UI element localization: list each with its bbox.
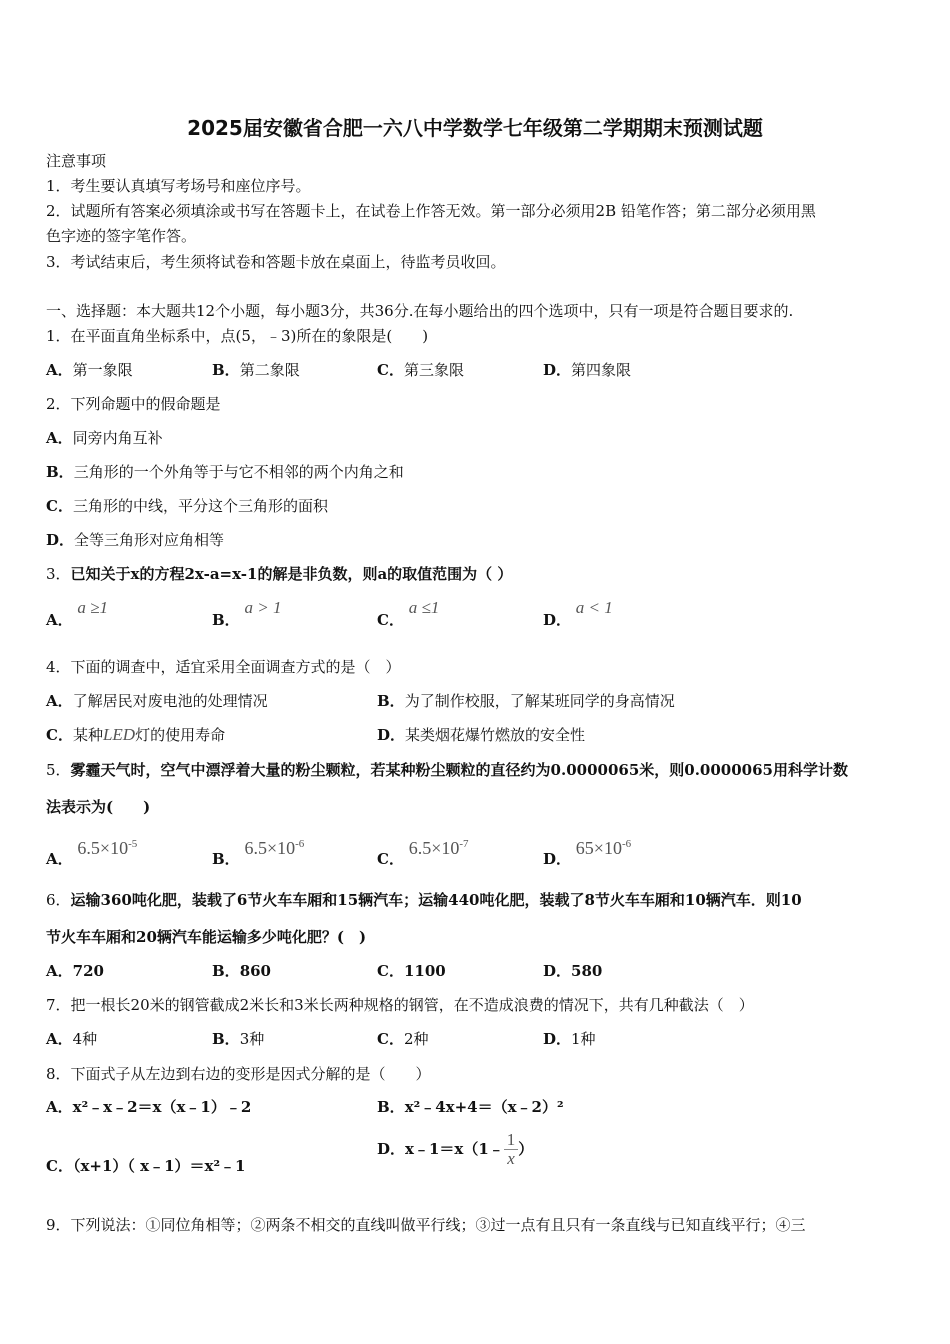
option-text: ） [518,1140,534,1158]
question-text: 下列命题中的假命题是 [70,395,221,413]
option-text: 三角形的中线，平分这个三角形的面积 [72,497,328,515]
question-5-cont: 法表示为( ) [46,798,151,816]
option-text: 第四象限 [571,361,632,379]
led-text: LED [102,725,136,744]
option-c [46,496,328,516]
question-number: 8． [46,1065,71,1083]
option-text: 720 [72,962,104,980]
option-text: 第一象限 [72,361,133,379]
option-c [377,838,469,869]
option-b [212,598,282,630]
question-8 [46,1064,910,1084]
option-c [377,598,440,630]
question-number: 3． [46,565,71,583]
option-label: C． [377,962,404,980]
page-title: 2025届安徽省合肥一六八中学数学七年级第二学期期末预测试题 [187,116,763,140]
option-c [377,1029,429,1049]
option-text: 某类烟花爆竹燃放的安全性 [405,726,586,744]
option-d [543,1029,596,1049]
option-label: C． [377,611,404,629]
question-text: 运输360吨化肥，装载了6节火车车厢和15辆汽车；运输440吨化肥，装载了8节火车车厢和10辆汽车．则10 [70,891,802,909]
option-math: a < 1 [575,598,613,617]
option-label: A． [46,429,73,447]
section-heading: 一、选择题：本大题共12个小题，每小题3分，共36分.在每小题给出的四个选项中，只有一项是符合题目要求的. [46,302,794,320]
option-a [46,1029,97,1049]
sci-base: 6.5×10 [408,838,460,858]
option-b [212,360,300,380]
question-5 [46,760,910,780]
question-text: 已知关于x的方程2x-a=x-1的解是非负数，则a的取值范围为（ ） [70,565,513,583]
question-text: 下面式子从左边到右边的变形是因式分解的是（ ） [70,1065,431,1083]
option-b [46,462,404,482]
option-label: A． [46,361,73,379]
sci-base: 6.5×10 [77,838,129,858]
option-d [543,961,602,981]
option-a [46,961,104,981]
option-text: 某种 [72,726,103,744]
option-text: 1100 [403,962,446,980]
option-label: D． [543,1030,572,1048]
option-label: B． [212,1030,240,1048]
option-text: 3种 [239,1030,265,1048]
option-text: 三角形的一个外角等于与它不相邻的两个内角之和 [73,463,404,481]
question-4 [46,657,910,677]
option-label: D． [543,361,572,379]
option-math: a ≥1 [77,598,109,617]
question-text: 下列说法：①同位角相等；②两条不相交的直线叫做平行线；③过一点有且只有一条直线与已知直线平行；④三 [70,1216,806,1234]
option-text: 第二象限 [239,361,300,379]
sci-exponent: -7 [459,838,469,850]
option-text: x²﹣x﹣2＝x（x﹣1）﹣2 [72,1098,252,1116]
question-text: 雾霾天气时，空气中漂浮着大量的粉尘颗粒，若某种粉尘颗粒的直径约为0.0000065米，则0.0000065用科学计数 [70,761,848,779]
option-text: （x+1）（ x﹣1）＝x²﹣1 [72,1157,246,1175]
option-b [212,961,271,981]
option-text: 1种 [571,1030,596,1048]
option-label: D． [46,531,75,549]
option-d [543,360,631,380]
option-label: B． [377,1098,405,1116]
option-text: 同旁内角互补 [72,429,163,447]
option-c [377,360,464,380]
option-label: A． [46,692,73,710]
option-text: x﹣1＝x（1﹣ [405,1140,504,1158]
option-b [377,691,675,711]
option-a [46,428,163,448]
option-math [409,838,469,858]
question-text: 把一根长20米的钢管截成2米长和3米长两种规格的钢管，在不造成浪费的情况下，共有几种截法（ ） [70,996,754,1014]
question-number: 6． [46,891,71,909]
option-label: C． [46,726,73,744]
option-b [212,838,305,869]
option-label: B． [377,692,405,710]
option-label: C． [377,361,404,379]
fraction-numerator: 1 [504,1131,519,1150]
question-number: 4． [46,658,71,676]
sci-exponent: -6 [621,838,632,850]
fraction-denominator: x [507,1148,515,1168]
option-math [576,838,631,858]
option-label: B． [212,361,240,379]
sci-base: 65×10 [575,838,622,858]
question-number: 1． [46,327,71,345]
question-6 [46,890,910,910]
question-number: 5． [46,761,71,779]
option-label: C． [377,1030,404,1048]
option-d [543,838,632,869]
notice-heading: 注意事项 [46,152,107,170]
option-c [377,961,446,981]
option-label: B． [212,611,240,629]
option-b [212,1029,264,1049]
option-label: D． [377,726,406,744]
option-label: D． [543,611,572,629]
option-text: 为了制作校服，了解某班同学的身高情况 [404,692,675,710]
question-text: 下面的调查中，适宜采用全面调查方式的是（ ） [70,658,401,676]
option-c [46,1156,245,1176]
option-label: B． [212,850,240,868]
question-6-cont: 节火车车厢和20辆汽车能运输多少吨化肥？( ) [46,928,367,946]
fraction [504,1131,519,1168]
option-d [543,598,613,630]
option-b [377,1097,564,1117]
option-math [244,838,304,858]
option-a [46,360,133,380]
option-text: 了解居民对废电池的处理情况 [72,692,268,710]
option-label: C． [46,1157,73,1175]
option-label: D． [543,962,572,980]
option-label: B． [46,463,74,481]
option-d [46,530,224,550]
notice-item: 3．考试结束后，考生须将试卷和答题卡放在桌面上，待监考员收回。 [46,253,506,271]
question-text: 在平面直角坐标系中，点(5，﹣3)所在的象限是( ) [70,327,429,345]
option-label: A． [46,611,73,629]
notice-item: 1．考生要认真填写考场号和座位序号。 [46,177,311,195]
option-label: D． [543,850,572,868]
option-math: a ≤1 [408,598,440,617]
option-text: 580 [571,962,603,980]
option-text: 2种 [403,1030,429,1048]
option-text: 全等三角形对应角相等 [74,531,225,549]
option-c [46,725,225,745]
option-label: C． [377,850,404,868]
option-math [77,838,137,858]
option-label: D． [377,1140,406,1158]
option-d [377,1130,533,1168]
option-label: A． [46,850,73,868]
option-a [46,598,109,630]
option-text: 灯的使用寿命 [135,726,226,744]
notice-item: 色字迹的签字笔作答。 [46,227,197,245]
question-9 [46,1215,910,1235]
question-3 [46,564,910,584]
option-a [46,1097,251,1117]
option-a [46,838,138,869]
question-number: 9． [46,1216,71,1234]
option-a [46,691,268,711]
sci-base: 6.5×10 [244,838,296,858]
question-1 [46,326,910,346]
question-number: 2． [46,395,71,413]
option-label: A． [46,1030,73,1048]
question-7 [46,995,910,1015]
sci-exponent: -6 [295,838,305,850]
option-label: C． [46,497,73,515]
question-number: 7． [46,996,71,1014]
option-label: A． [46,962,73,980]
notice-item: 2．试题所有答案必须填涂或书写在答题卡上，在试卷上作答无效。第一部分必须用2B 铅笔作答；第二部分必须用黑 [46,202,816,220]
option-label: B． [212,962,240,980]
option-d [377,725,585,745]
option-label: A． [46,1098,73,1116]
option-math: a > 1 [244,598,282,617]
question-2 [46,394,910,414]
option-text: 4种 [72,1030,98,1048]
option-text: 第三象限 [403,361,464,379]
option-text: x²﹣4x+4＝（x﹣2）² [404,1098,564,1116]
sci-exponent: -5 [128,838,138,850]
option-text: 860 [239,962,271,980]
